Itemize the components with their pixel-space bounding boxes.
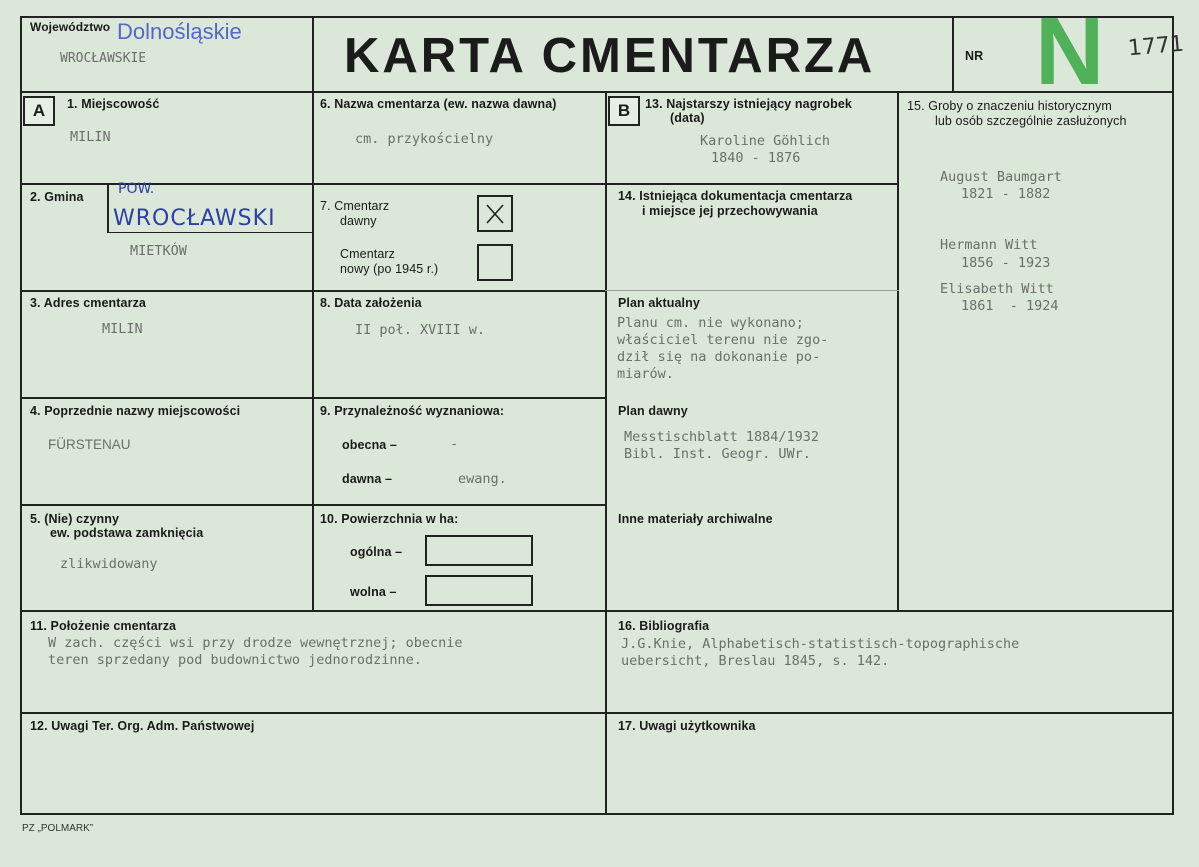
field-13-label-1: 13. Najstarszy istniejący nagrobek (645, 97, 852, 111)
field-12-label: 12. Uwagi Ter. Org. Adm. Państwowej (30, 719, 255, 733)
gmina-inner-sep (107, 183, 109, 233)
field-11-line-2: teren sprzedany pod budownictwo jednorodzinne. (48, 652, 422, 668)
field-11-line-1: W zach. części wsi przy drodze wewnętrznej; obecnie (48, 635, 463, 651)
field-10-label: 10. Powierzchnia w ha: (320, 512, 459, 526)
b-row-div-2 (605, 290, 899, 291)
field-7-label: 7. Cmentarz (320, 199, 390, 213)
field-6-label: 6. Nazwa cmentarza (ew. nazwa dawna) (320, 97, 557, 111)
gmina-inner-line (107, 232, 313, 233)
field-7-nowy-label-1: Cmentarz (340, 247, 395, 261)
plan-aktualny-line-3: dził się na dokonanie po- (617, 349, 821, 365)
field-7-nowy-label-2: nowy (po 1945 r.) (340, 262, 439, 276)
field-16-line-2: uebersicht, Breslau 1845, s. 142. (621, 653, 890, 669)
field-13-label-2: (data) (670, 111, 705, 125)
field-2-handwritten-pow: POW. (118, 181, 155, 197)
field-14-label-1: 14. Istniejąca dokumentacja cmentarza (618, 189, 853, 203)
row-div-2 (20, 290, 606, 292)
plan-aktualny-line-4: miarów. (617, 366, 674, 382)
field-5-value: zlikwidowany (60, 556, 158, 572)
inne-materialy-label: Inne materiały archiwalne (618, 512, 773, 526)
row-div-3 (20, 397, 606, 399)
field-2-label: 2. Gmina (30, 190, 84, 204)
field-3-label: 3. Adres cmentarza (30, 296, 146, 310)
field-9-dawna-label: dawna – (342, 472, 393, 486)
checkbox-x-icon (479, 197, 511, 230)
col-sep-b15 (897, 91, 899, 612)
grave-2-name: Hermann Witt (940, 237, 1038, 253)
field-15-label-2: lub osób szczególnie zasłużonych (935, 114, 1127, 128)
nr-value: 1771 (1127, 31, 1185, 62)
nr-label: NR (965, 49, 984, 63)
dawny-checkbox[interactable] (477, 195, 513, 232)
row-div-4 (20, 504, 606, 506)
field-9-label: 9. Przynależność wyznaniowa: (320, 404, 505, 418)
frame-bottom (20, 813, 1174, 815)
field-5-label-1: 5. (Nie) czynny (30, 512, 120, 526)
grave-3-dates: 1861 - 1924 (961, 298, 1059, 314)
b-row-div-1 (605, 183, 899, 185)
field-11-label: 11. Położenie cmentarza (30, 619, 177, 633)
field-9-obecna-value: - (450, 436, 459, 452)
grave-3-name: Elisabeth Witt (940, 281, 1054, 297)
field-4-label: 4. Poprzednie nazwy miejscowości (30, 404, 241, 418)
wojewodztwo-old-value: WROCŁAWSKIE (60, 51, 147, 66)
frame-top (20, 16, 1174, 18)
wolna-input-box[interactable] (425, 575, 533, 606)
plan-dawny-line-1: Messtischblatt 1884/1932 (624, 429, 820, 445)
header-divider (20, 91, 1174, 93)
field-6-value: cm. przykościelny (355, 131, 494, 147)
field-9-obecna-label: obecna – (342, 438, 397, 452)
lower-div-1 (20, 610, 1174, 612)
field-1-label: 1. Miejscowość (67, 97, 160, 111)
field-9-dawna-value: ewang. (458, 471, 507, 487)
field-2-value: MIETKÓW (130, 243, 187, 259)
lower-div-2 (20, 712, 1174, 714)
page-title: KARTA CMENTARZA (344, 29, 876, 83)
field-13-name: Karoline Göhlich (700, 133, 831, 149)
nowy-checkbox[interactable] (477, 244, 513, 281)
field-4-value: FÜRSTENAU (48, 437, 131, 452)
wojewodztwo-label: Województwo (30, 20, 111, 34)
field-10-wolna-label: wolna – (350, 585, 397, 599)
field-14-label-2: i miejsce jej przechowywania (642, 204, 818, 218)
field-10-ogolna-label: ogólna – (350, 545, 403, 559)
section-b-badge: B (608, 96, 640, 126)
field-8-value: II poł. XVIII w. (355, 322, 486, 338)
field-16-line-1: J.G.Knie, Alphabetisch-statistisch-topographische (621, 636, 1020, 652)
field-16-label: 16. Bibliografia (618, 619, 710, 633)
header-sep-1 (312, 16, 314, 612)
grave-2-dates: 1856 - 1923 (961, 255, 1051, 271)
col-sep-ab (605, 91, 607, 815)
field-7-dawny-label: dawny (340, 214, 377, 228)
wojewodztwo-stamp: Dolnośląskie (117, 19, 242, 44)
grave-1-dates: 1821 - 1882 (961, 186, 1051, 202)
header-sep-2 (952, 16, 954, 93)
field-3-value: MILIN (102, 321, 143, 337)
ogolna-input-box[interactable] (425, 535, 533, 566)
plan-aktualny-label: Plan aktualny (618, 296, 700, 310)
field-8-label: 8. Data założenia (320, 296, 422, 310)
field-5-label-2: ew. podstawa zamknięcia (50, 526, 204, 540)
plan-aktualny-line-2: właściciel terenu nie zgo- (617, 332, 829, 348)
field-15-label-1: 15. Groby o znaczeniu historycznym (907, 99, 1112, 113)
section-a-badge: A (23, 96, 55, 126)
field-17-label: 17. Uwagi użytkownika (618, 719, 756, 733)
field-2-handwritten-county: WROCŁAWSKI (113, 206, 276, 231)
field-13-dates: 1840 - 1876 (711, 150, 801, 166)
plan-aktualny-line-1: Planu cm. nie wykonano; (617, 315, 804, 331)
nr-marker-letter: N (1035, 0, 1105, 105)
frame-left (20, 16, 22, 815)
plan-dawny-line-2: Bibl. Inst. Geogr. UWr. (624, 446, 811, 462)
printer-imprint: PZ „POLMARK” (22, 823, 94, 834)
frame-right (1172, 16, 1174, 815)
grave-1-name: August Baumgart (940, 169, 1062, 185)
field-1-value: MILIN (70, 129, 111, 145)
plan-dawny-label: Plan dawny (618, 404, 688, 418)
